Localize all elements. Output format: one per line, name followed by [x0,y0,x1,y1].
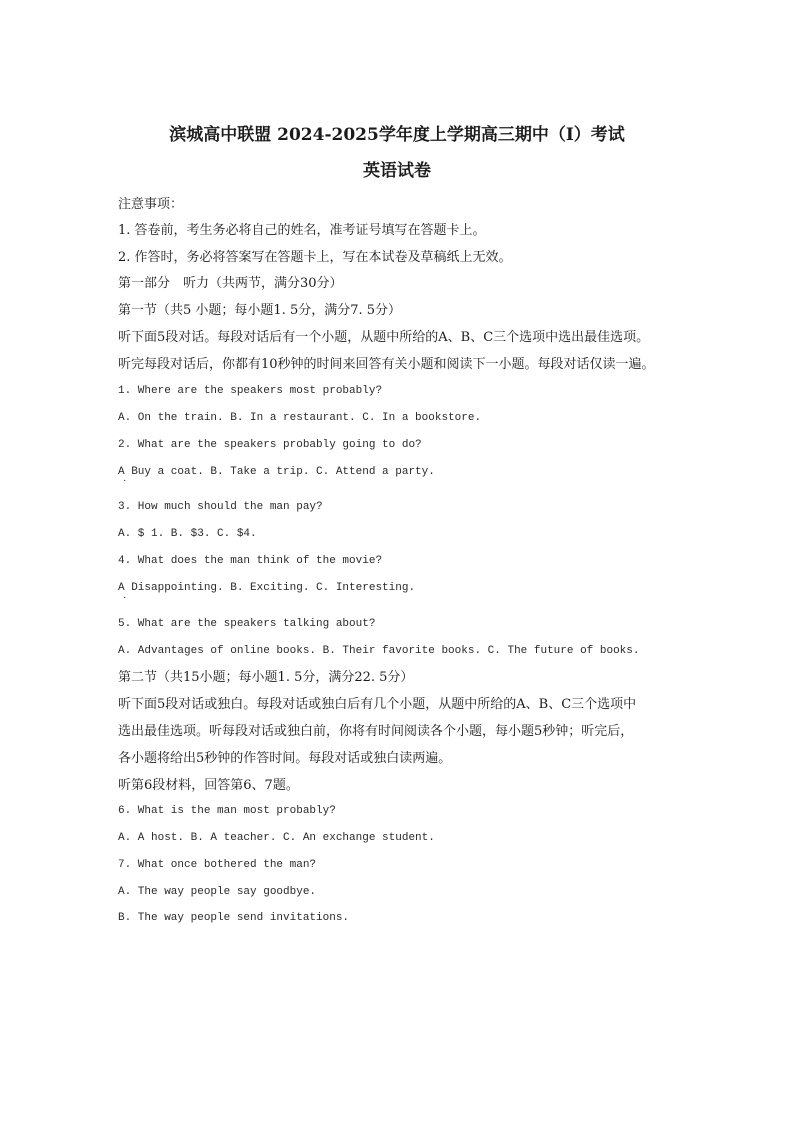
question-2-stem: 2. What are the speakers probably going to do? [118,439,422,451]
print-mark: · [123,476,127,487]
section1-instruction-1: 听下面5段对话。每段对话后有一个小题，从题中所给的A、B、C三个选项中选出最佳选项。 [118,330,650,345]
question-3-stem: 3. How much should the man pay? [118,501,323,513]
notice-heading: 注意事项： [118,197,184,212]
question-5-stem: 5. What are the speakers talking about? [118,618,376,630]
material-6-heading: 听第6段材料，回答第6、7题。 [118,778,299,793]
exam-subtitle: 英语试卷 [363,161,431,181]
exam-title: 滨城高中联盟 2024-2025学年度上学期高三期中（I）考试 [169,125,625,145]
section2-heading: 第二节（共15小题；每小题1. 5分，满分22. 5分） [118,670,414,685]
question-6-stem: 6. What is the man most probably? [118,805,336,817]
question-2-options: A Buy a coat. B. Take a trip. C. Attend a party. [118,466,435,478]
notice-item-2: 2. 作答时，务必将答案写在答题卡上，写在本试卷及草稿纸上无效。 [118,250,512,265]
question-5-options: A. Advantages of online books. B. Their favorite books. C. The future of books. [118,645,640,657]
question-1-stem: 1. Where are the speakers most probably? [118,385,383,397]
question-1-options: A. On the train. B. In a restaurant. C. In a bookstore. [118,412,482,424]
section1-instruction-2: 听完每段对话后，你都有10秒钟的时间来回答有关小题和阅读下一小题。每段对话仅读一遍。 [118,357,655,372]
question-4-stem: 4. What does the man think of the movie? [118,555,383,567]
print-mark: · [123,593,127,604]
question-7-stem: 7. What once bothered the man? [118,859,317,871]
notice-item-1: 1. 答卷前，考生务必将自己的姓名，准考证号填写在答题卡上。 [118,223,486,238]
section2-instruction-1: 听下面5段对话或独白。每段对话或独白后有几个小题，从题中所给的A、B、C三个选项中 [118,697,637,712]
question-7-option-b: B. The way people send invitations. [118,912,350,924]
part1-heading: 第一部分 听力（共两节，满分30分） [118,276,343,291]
question-3-options: A. $ 1. B. $3. C. $4. [118,528,257,540]
section2-instruction-3: 各小题将给出5秒钟的作答时间。每段对话或独白读两遍。 [118,751,452,766]
question-6-options: A. A host. B. A teacher. C. An exchange student. [118,832,435,844]
section2-instruction-2: 选出最佳选项。听每段对话或独白前，你将有时间阅读各个小题，每小题5秒钟；听完后， [118,724,634,739]
question-4-options: A Disappointing. B. Exciting. C. Interesting. [118,582,416,594]
question-7-option-a: A. The way people say goodbye. [118,886,317,898]
section1-heading: 第一节（共5 小题；每小题1. 5分，满分7. 5分） [118,303,402,318]
